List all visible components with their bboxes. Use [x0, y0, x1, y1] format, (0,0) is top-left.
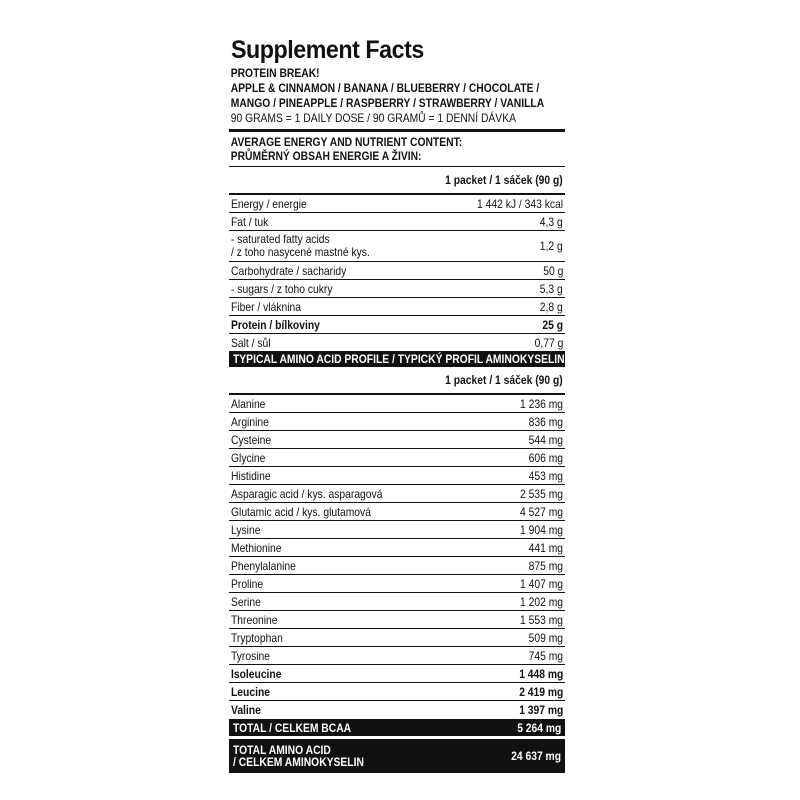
nutrient-label: - saturated fatty acids / z toho nasycené mastné kys.: [231, 232, 370, 259]
amino-acid-value: 1 553 mg: [519, 612, 563, 627]
amino-acid-row: [229, 664, 565, 682]
amino-acid-label: Glycine: [231, 450, 266, 465]
amino-acid-value: 453 mg: [528, 468, 563, 483]
amino-acid-value: 1 904 mg: [519, 522, 563, 537]
amino-acid-row: [229, 448, 565, 466]
column-header-label: 1 packet / 1 sáček (90 g): [445, 373, 563, 387]
amino-acid-list: [229, 393, 565, 718]
amino-acid-value: 1 397 mg: [518, 702, 563, 717]
amino-acid-row: [229, 538, 565, 556]
amino-acid-row: [229, 430, 565, 448]
amino-acid-value: 1 407 mg: [519, 576, 563, 591]
nutrient-label: Carbohydrate / sacharidy: [231, 263, 347, 278]
amino-acid-label: Glutamic acid / kys. glutamová: [231, 504, 371, 519]
nutrient-row-protein: [229, 315, 565, 333]
amino-heading: TYPICAL AMINO ACID PROFILE / TYPICKÝ PROFIL AMINOKYSELIN:: [233, 352, 569, 366]
total-bcaa-label: TOTAL / CELKEM BCAA: [233, 720, 352, 735]
amino-acid-value: 441 mg: [528, 540, 563, 555]
amino-column-header: [229, 367, 565, 393]
amino-acid-value: 2 419 mg: [518, 684, 563, 699]
column-header-label: 1 packet / 1 sáček (90 g): [445, 173, 563, 187]
amino-acid-label: Valine: [231, 702, 261, 717]
nutrient-row-fiber: [229, 297, 565, 315]
product-name: PROTEIN BREAK!: [230, 66, 320, 80]
nutrient-row-fat: [229, 212, 565, 230]
nutrient-value: 0,77 g: [534, 335, 563, 350]
amino-acid-row: [229, 700, 565, 718]
flavors-line-2: MANGO / PINEAPPLE / RASPBERRY / STRAWBERRY / VANILLA: [230, 96, 545, 110]
amino-acid-label: Histidine: [231, 468, 271, 483]
amino-acid-row: [229, 484, 565, 502]
amino-acid-value: 1 236 mg: [519, 396, 563, 411]
amino-acid-label: Threonine: [231, 612, 278, 627]
nutrient-label: Protein / bílkoviny: [231, 317, 320, 332]
amino-acid-row: [229, 502, 565, 520]
amino-acid-label: Serine: [231, 594, 261, 609]
amino-acid-label: Tryptophan: [231, 630, 283, 645]
serving-note: 90 GRAMS = 1 DAILY DOSE / 90 GRAMŮ = 1 DENNÍ DÁVKA: [230, 111, 516, 125]
amino-acid-row: [229, 574, 565, 592]
amino-acid-row: [229, 628, 565, 646]
amino-acid-label: Isoleucine: [231, 666, 282, 681]
amino-acid-label: Proline: [231, 576, 264, 591]
flavors-line-1: APPLE & CINNAMON / BANANA / BLUEBERRY / CHOCOLATE /: [230, 81, 540, 95]
nutrient-value: 1,2 g: [540, 239, 563, 253]
nutrient-value: 50 g: [542, 263, 563, 278]
amino-acid-value: 606 mg: [528, 450, 563, 465]
nutrient-row-saturated: [229, 230, 565, 261]
total-bcaa-row: [229, 719, 565, 736]
nutrient-row-salt: [229, 333, 565, 351]
amino-acid-row: [229, 393, 565, 412]
amino-acid-value: 2 535 mg: [519, 486, 563, 501]
nutrient-row-carbohydrate: [229, 261, 565, 279]
nutrient-value: 1 442 kJ / 343 kcal: [476, 196, 563, 211]
nutrient-value: 5,3 g: [540, 281, 563, 296]
amino-acid-label: Phenylalanine: [231, 558, 296, 573]
amino-acid-value: 836 mg: [528, 414, 563, 429]
amino-acid-label: Methionine: [231, 540, 282, 555]
amino-acid-label: Cysteine: [231, 432, 272, 447]
page-title: Supplement Facts: [231, 36, 424, 64]
nutrient-label: Energy / energie: [231, 196, 307, 211]
amino-acid-row: [229, 610, 565, 628]
amino-acid-row: [229, 646, 565, 664]
nutrient-value: 2,8 g: [540, 299, 563, 314]
amino-acid-value: 1 202 mg: [519, 594, 563, 609]
nutrient-row-sugars: [229, 279, 565, 297]
amino-acid-label: Tyrosine: [231, 648, 271, 663]
nutrient-label: Salt / sůl: [231, 335, 271, 350]
amino-heading-bar: [229, 351, 569, 367]
amino-acid-row: [229, 520, 565, 538]
amino-acid-label: Alanine: [231, 396, 266, 411]
nutrient-label: Fiber / vláknina: [231, 299, 301, 314]
total-amino-label: TOTAL AMINO ACID / CELKEM AMINOKYSELIN: [233, 743, 364, 769]
nutrient-heading-en: AVERAGE ENERGY AND NUTRIENT CONTENT:: [230, 135, 463, 149]
total-amino-value: 24 637 mg: [511, 749, 561, 763]
total-bcaa-value: 5 264 mg: [516, 720, 561, 735]
nutrient-value: 4,3 g: [540, 214, 563, 229]
amino-acid-label: Lysine: [231, 522, 261, 537]
nutrient-value: 25 g: [542, 317, 563, 332]
amino-acid-value: 1 448 mg: [518, 666, 563, 681]
nutrient-heading-cz: PRŮMĚRNÝ OBSAH ENERGIE A ŽIVIN:: [230, 149, 422, 163]
amino-acid-row: [229, 412, 565, 430]
amino-acid-row: [229, 592, 565, 610]
amino-acid-row: [229, 682, 565, 700]
supplement-facts-panel: [229, 36, 569, 773]
amino-acid-value: 544 mg: [528, 432, 563, 447]
amino-acid-value: 509 mg: [528, 630, 563, 645]
amino-acid-label: Asparagic acid / kys. asparagová: [231, 486, 383, 501]
total-amino-row: [229, 739, 565, 773]
amino-acid-value: 745 mg: [528, 648, 563, 663]
nutrient-column-header: [229, 166, 565, 193]
amino-acid-label: Leucine: [231, 684, 271, 699]
amino-acid-value: 875 mg: [528, 558, 563, 573]
nutrient-label: Fat / tuk: [231, 214, 269, 229]
nutrient-label: - sugars / z toho cukry: [231, 281, 333, 296]
nutrient-row-energy: [229, 193, 565, 212]
amino-acid-row: [229, 466, 565, 484]
amino-acid-label: Arginine: [231, 414, 269, 429]
amino-acid-row: [229, 556, 565, 574]
amino-acid-value: 4 527 mg: [519, 504, 563, 519]
